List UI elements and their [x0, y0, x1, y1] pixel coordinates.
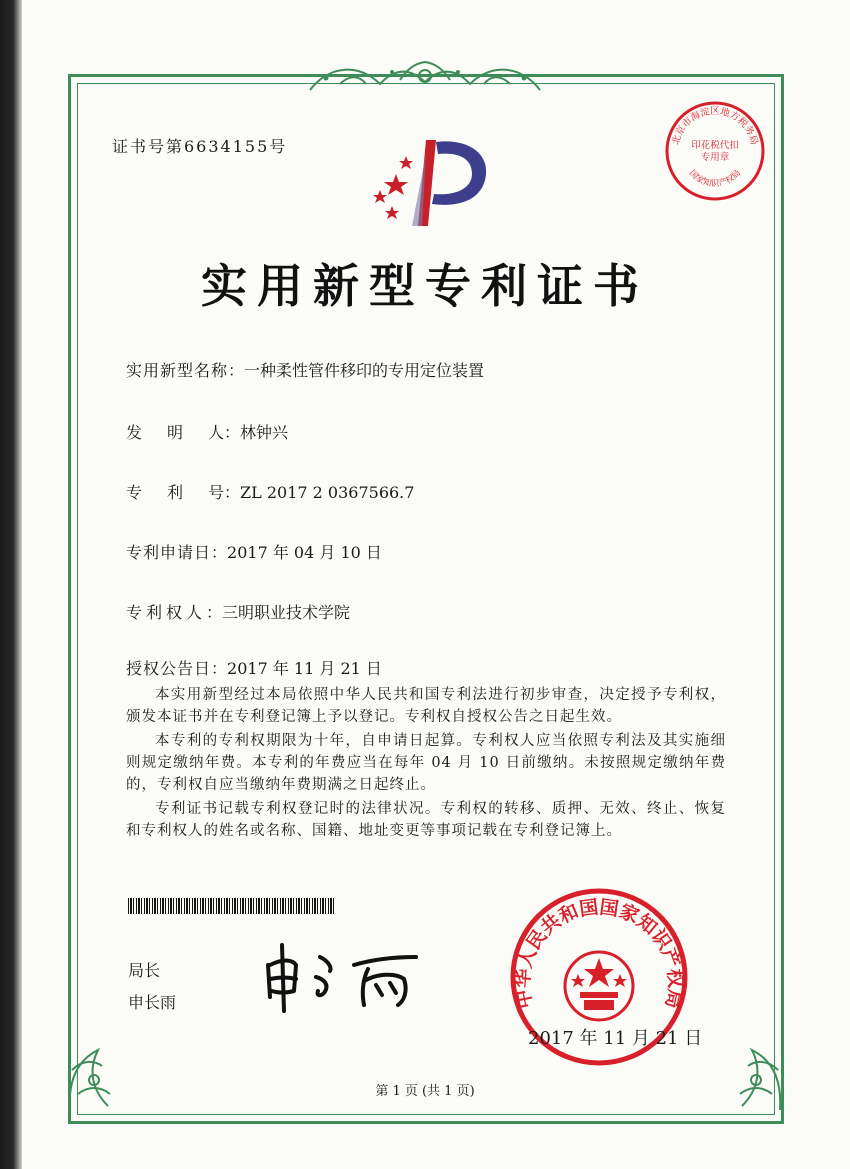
field-label: 发 明 人 [126, 423, 224, 442]
tax-stamp-arc-text: 北京市海淀区地方税务局 [670, 106, 760, 147]
barcode [128, 898, 334, 914]
field-grant-date: 授权公告日：2017 年 11 月 21 日 [126, 656, 382, 679]
bottom-right-ornament [702, 1010, 792, 1120]
field-label: 实用新型名称 [126, 361, 229, 380]
field-label: 专 利 号 [126, 483, 224, 502]
certificate-number: 证书号第6634155号 [112, 137, 288, 156]
field-value: ZL 2017 2 0367566.7 [240, 483, 415, 502]
director-name: 申长雨 [128, 993, 177, 1012]
director-signature [258, 935, 438, 1015]
scan-edge [0, 0, 22, 1169]
field-inventor: 发 明 人 ：林钟兴 [126, 420, 288, 443]
body-paragraph: 本专利的专利权期限为十年，自申请日起算。专利权人应当依照专利法及其实施细则规定缴纳年费。本专利的年费应当在每年 04 月 10 日前缴纳。未按照规定缴纳年费的，专利权自应当缴纳年费期满之日起终止。 [126, 733, 726, 793]
page-number: 第 1 页 (共 1 页) [375, 1084, 475, 1099]
patent-office-logo-icon [366, 134, 492, 230]
field-label: 专利权人 [126, 603, 207, 622]
seal-date: 2017 年 11 月 21 日 [528, 1028, 703, 1049]
field-patent-number: 专 利 号 ：ZL 2017 2 0367566.7 [126, 480, 414, 503]
body-paragraph: 本实用新型经过本局依照中华人民共和国专利法进行初步审查，决定授予专利权，颁发本证书并在专利登记簿上予以登记。专利权自授权公告之日起生效。 [126, 687, 726, 725]
bottom-left-ornament [58, 1010, 148, 1120]
tax-stamp [662, 98, 768, 204]
field-application-date: 专利申请日：2017 年 04 月 10 日 [126, 540, 382, 563]
field-value: 2017 年 04 月 10 日 [227, 543, 382, 562]
field-value: 2017 年 11 月 21 日 [227, 659, 382, 678]
top-ornament [300, 54, 550, 98]
field-value: 一种柔性管件移印的专用定位装置 [244, 361, 485, 380]
director-title: 局长 [128, 961, 161, 980]
field-label: 授权公告日 [126, 659, 212, 678]
field-utility-model-name: 实用新型名称：一种柔性管件移印的专用定位装置 [126, 358, 484, 381]
field-value: 林钟兴 [240, 423, 289, 442]
body-paragraph: 专利证书记载专利权登记时的法律状况。专利权的转移、质押、无效、终止、恢复和专利权人的姓名或名称、国籍、地址变更等事项记载在专利登记簿上。 [126, 801, 726, 839]
page-title: 实用新型专利证书 [201, 259, 649, 313]
field-value: 三明职业技术学院 [222, 603, 351, 622]
certificate-body [126, 684, 726, 844]
tax-stamp-center-text: 印花税代扣专用章 [691, 140, 739, 163]
field-label: 专利申请日 [126, 543, 212, 562]
official-seal-text: 中华人民共和国国家知识产权局 [511, 896, 687, 1011]
field-patentee: 专利权人：三明职业技术学院 [126, 600, 350, 623]
tax-stamp-bottom-text: 国家知识产权局 [686, 168, 744, 190]
